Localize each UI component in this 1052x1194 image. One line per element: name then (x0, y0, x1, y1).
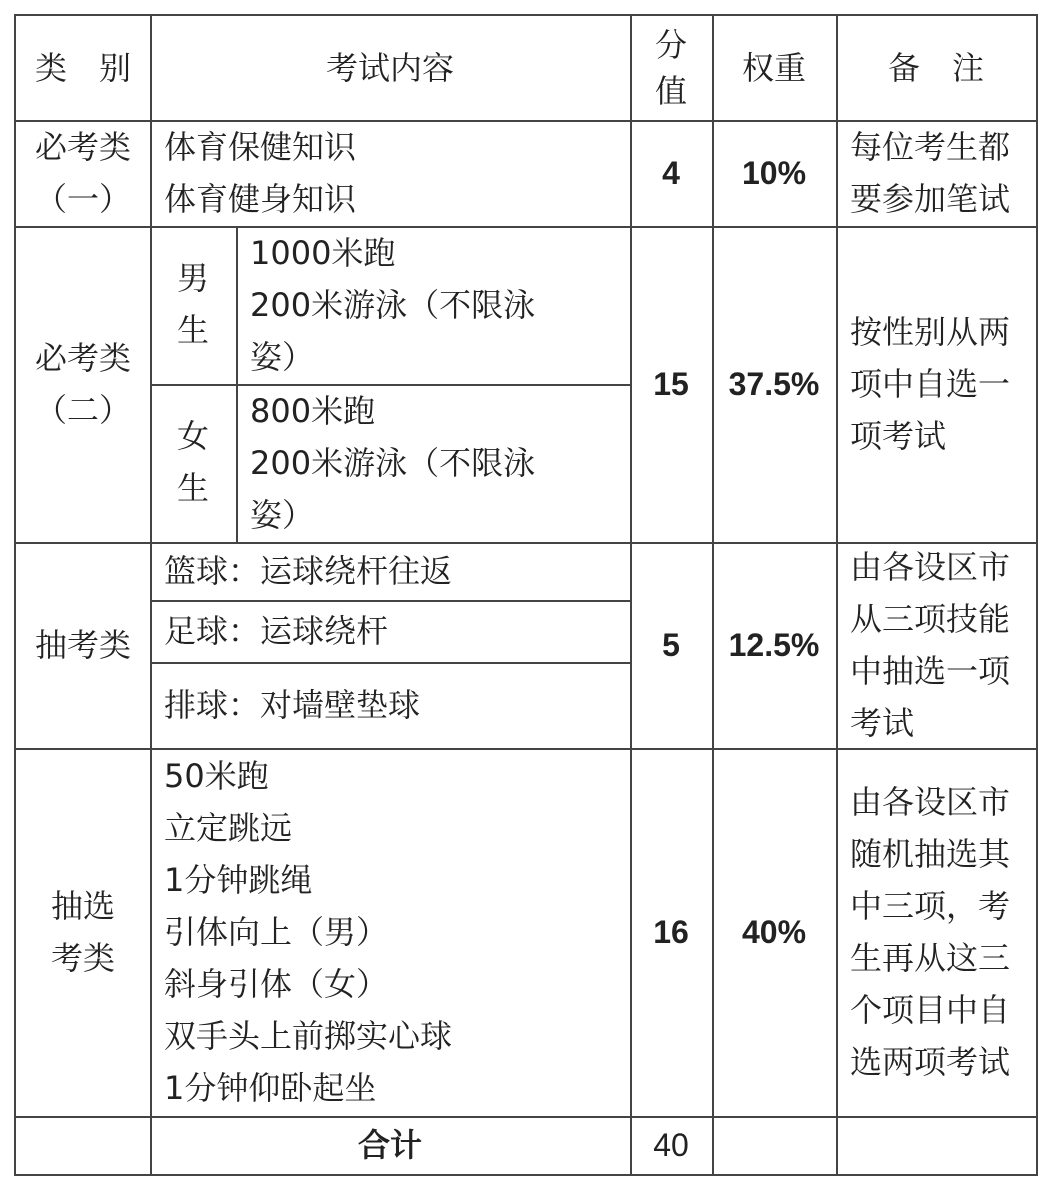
row1-category-line: 必考类 (34, 128, 131, 166)
row1-content-line: 体育保健知识 (164, 128, 357, 166)
row3-score (630, 542, 712, 748)
row2-male-content (236, 226, 630, 384)
header-weight-text: 权重 (741, 49, 806, 87)
row3-remark-line: 从三项技能 (850, 600, 1011, 638)
row3-item (150, 542, 630, 600)
row1-weight-text: 10% (741, 155, 807, 191)
row4-content-line: 斜身引体（女） (164, 965, 389, 1003)
row3-weight (712, 542, 836, 748)
header-weight (712, 16, 836, 120)
row4-weight (712, 748, 836, 1116)
row1-score (630, 120, 712, 226)
row3-weight-text: 12.5% (728, 627, 820, 663)
row4-remark-line: 生再从这三 (850, 939, 1011, 977)
row2-remark-line: 按性别从两 (850, 313, 1011, 351)
row1-content (150, 120, 630, 226)
row4-score-text: 16 (653, 914, 689, 950)
row2-female-content-line: 姿） (250, 496, 315, 534)
row1-remark (836, 120, 1036, 226)
row3-item (150, 600, 630, 662)
row2-male-content-line: 200米游泳（不限泳 (250, 286, 536, 324)
header-remark-text: 备 注 (887, 49, 984, 87)
row4-remark-line: 个项目中自 (850, 991, 1011, 1029)
row1-remark-line: 每位考生都 (850, 128, 1011, 166)
header-content (150, 16, 630, 120)
row2-female-content (236, 384, 630, 542)
row1-category-line: （一） (34, 180, 131, 218)
row4-content-line: 50米跑 (164, 757, 269, 795)
header-content-text: 考试内容 (325, 49, 454, 87)
row2-female-label (150, 384, 236, 542)
row4-content-line: 立定跳远 (164, 809, 293, 847)
row3-remark-line: 考试 (850, 704, 915, 742)
row1-weight (712, 120, 836, 226)
row2-male-content-line: 1000米跑 (250, 234, 396, 272)
header-score-line: 分 (654, 26, 687, 64)
row2-weight (712, 226, 836, 542)
row2-category (16, 226, 150, 542)
row2-female-content-line: 800米跑 (250, 392, 376, 430)
row2-weight-text: 37.5% (728, 366, 820, 402)
header-score-line: 值 (654, 72, 687, 110)
row3-item-text: 排球：对墙壁垫球 (164, 686, 421, 724)
row4-weight-text: 40% (741, 914, 807, 950)
row2-female-label-line: 生 (176, 469, 209, 507)
row2-category-line: （二） (34, 391, 131, 429)
row2-male-content-line: 姿） (250, 338, 315, 376)
row4-content-line: 双手头上前掷实心球 (164, 1017, 453, 1055)
header-score (630, 16, 712, 120)
row3-category-text: 抽考类 (34, 626, 131, 664)
row1-score-text: 4 (662, 155, 680, 191)
row4-content-line: 引体向上（男） (164, 913, 389, 951)
row4-content-line: 1分钟跳绳 (164, 861, 313, 899)
row4-score (630, 748, 712, 1116)
row2-score-text: 15 (653, 366, 689, 402)
row3-item-text: 篮球：运球绕杆往返 (164, 552, 453, 590)
row3-score-text: 5 (662, 627, 680, 663)
row3-remark-line: 由各设区市 (850, 548, 1011, 586)
row2-male-label-line: 生 (176, 311, 209, 349)
row4-remark (836, 748, 1036, 1116)
row3-item (150, 662, 630, 748)
row4-remark-line: 随机抽选其 (850, 835, 1011, 873)
row4-category (16, 748, 150, 1116)
row3-category (16, 542, 150, 748)
row2-male-label (150, 226, 236, 384)
row3-remark-line: 中抽选一项 (850, 652, 1011, 690)
row2-score (630, 226, 712, 542)
header-remark (836, 16, 1036, 120)
header-category-text: 类 别 (34, 49, 131, 87)
row1-remark-line: 要参加笔试 (850, 180, 1011, 218)
row2-remark (836, 226, 1036, 542)
row3-item-text: 足球：运球绕杆 (164, 612, 389, 650)
total-label (150, 1116, 630, 1174)
total-score-text: 40 (653, 1127, 689, 1163)
row2-remark-line: 项考试 (850, 417, 947, 455)
row4-content (150, 748, 630, 1116)
row4-remark-line: 由各设区市 (850, 783, 1011, 821)
header-category (16, 16, 150, 120)
row1-category (16, 120, 150, 226)
row4-content-line: 1分钟仰卧起坐 (164, 1069, 377, 1107)
row4-remark-line: 选两项考试 (850, 1043, 1011, 1081)
total-label-text: 合计 (357, 1126, 422, 1164)
row1-content-line: 体育健身知识 (164, 180, 357, 218)
score-table (14, 14, 1038, 1176)
row3-remark (836, 542, 1036, 748)
row2-remark-line: 项中自选一 (850, 365, 1011, 403)
row2-category-line: 必考类 (34, 339, 131, 377)
row2-male-label-line: 男 (176, 259, 209, 297)
row2-female-label-line: 女 (176, 417, 209, 455)
row2-female-content-line: 200米游泳（不限泳 (250, 444, 536, 482)
row4-category-line: 抽选 (50, 887, 115, 925)
row4-remark-line: 中三项，考 (850, 887, 1011, 925)
row4-category-line: 考类 (50, 939, 115, 977)
total-score (630, 1116, 712, 1174)
